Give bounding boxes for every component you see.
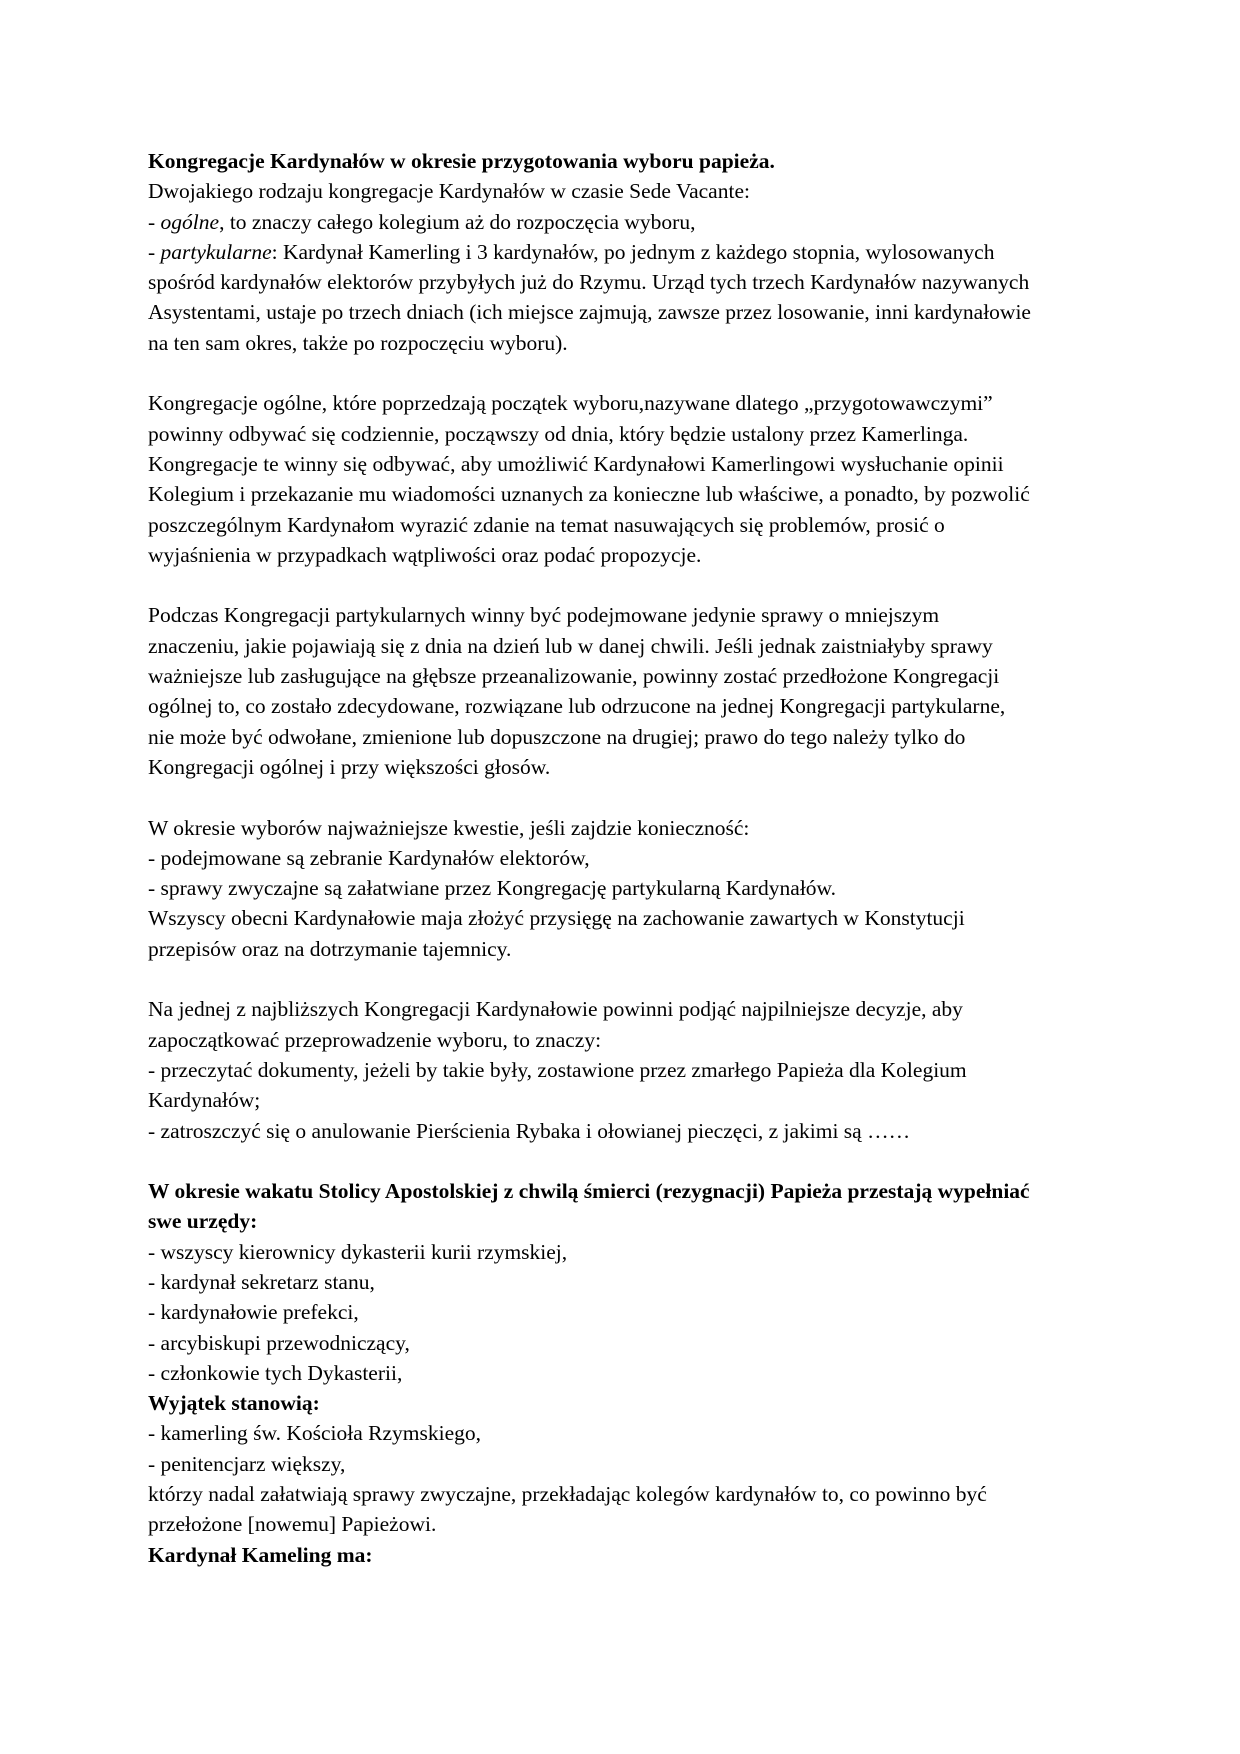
paragraph-line: Kongregacje te winny się odbywać, aby umożliwić Kardynałowi Kamerlingowi wysłuchanie opinii [148, 451, 1004, 476]
list-item [148, 207, 1098, 237]
section-heading: W okresie wakatu Stolicy Apostolskiej z chwilą śmierci (rezygnacji) Papieża przestają wypełniać [148, 1179, 1030, 1204]
document-title: Kongregacje Kardynałów w okresie przygotowania wyboru papieża. [148, 149, 775, 173]
paragraph-line: na ten sam okres, także po rozpoczęciu wyboru). [148, 330, 568, 355]
paragraph-line: spośród kardynałów elektorów przybyłych już do Rzymu. Urząd tych trzech Kardynałów nazywanych [148, 270, 1030, 295]
section-heading: Wyjątek stanowią: [148, 1391, 320, 1416]
paragraph-gap [148, 964, 1098, 994]
paragraph-line: Dwojakiego rodzaju kongregacje Kardynałów w czasie Sede Vacante: [148, 179, 750, 204]
paragraph-line: Na jednej z najbliższych Kongregacji Kardynałowie powinni podjąć najpilniejsze decyzje, aby [148, 997, 963, 1022]
list-item: Kardynałów; [148, 1088, 261, 1113]
list-item: - przeczytać dokumenty, jeżeli by takie były, zostawione przez zmarłego Papieża dla Kolegium [148, 1057, 967, 1082]
document-page [148, 146, 1098, 1570]
paragraph-line: Wszyscy obecni Kardynałowie maja złożyć przysięgę na zachowanie zawartych w Konstytucji [148, 906, 965, 931]
paragraph-line: poszczególnym Kardynałom wyrazić zdanie na temat nasuwających się problemów, prosić o [148, 512, 945, 537]
paragraph-line: Kongregacji ogólnej i przy większości głosów. [148, 754, 551, 779]
paragraph-line: którzy nadal załatwiają sprawy zwyczajne, przekładając kolegów kardynałów to, co powinno być [148, 1482, 987, 1507]
list-item [148, 237, 1098, 267]
paragraph-line: zapoczątkować przeprowadzenie wyboru, to znaczy: [148, 1027, 602, 1052]
list-item: - kardynał sekretarz stanu, [148, 1269, 375, 1294]
paragraph-line: przełożone [nowemu] Papieżowi. [148, 1512, 437, 1537]
list-item: - podejmowane są zebranie Kardynałów elektorów, [148, 845, 590, 870]
list-item-text: : Kardynał Kamerling i 3 kardynałów, po jednym z każdego stopnia, wylosowanych [271, 239, 995, 264]
paragraph-gap [148, 358, 1098, 388]
list-item: - kamerling św. Kościoła Rzymskiego, [148, 1421, 481, 1446]
italic-term: ogólne [160, 209, 220, 234]
paragraph-line: powinny odbywać się codziennie, począwszy od dnia, który będzie ustalony przez Kamerlinga. [148, 421, 969, 446]
list-item: - sprawy zwyczajne są załatwiane przez Kongregację partykularną Kardynałów. [148, 876, 837, 901]
list-item: - zatroszczyć się o anulowanie Pierścienia Rybaka i ołowianej pieczęci, z jakimi są …… [148, 1118, 911, 1143]
paragraph-line: Kongregacje ogólne, które poprzedzają początek wyboru,nazywane dlatego „przygotowawczymi” [148, 391, 993, 416]
section-heading: Kardynał Kameling ma: [148, 1542, 373, 1567]
paragraph-line: ważniejsze lub zasługujące na głębsze przeanalizowanie, powinny zostać przedłożone Kongregacji [148, 664, 1000, 689]
paragraph-gap [148, 782, 1098, 812]
paragraph-line: Asystentami, ustaje po trzech dniach (ich miejsce zajmują, zawsze przez losowanie, inni kardynałowie [148, 300, 1031, 325]
paragraph-line: nie może być odwołane, zmienione lub dopuszczone na drugiej; prawo do tego należy tylko do [148, 724, 966, 749]
dash: - [148, 209, 161, 234]
list-item: - arcybiskupi przewodniczący, [148, 1330, 410, 1355]
paragraph-line: Podczas Kongregacji partykularnych winny być podejmowane jedynie sprawy o mniejszym [148, 603, 940, 628]
paragraph-gap [148, 570, 1098, 600]
paragraph-line: W okresie wyborów najważniejsze kwestie, jeśli zajdzie konieczność: [148, 815, 750, 840]
list-item: - wszyscy kierownicy dykasterii kurii rzymskiej, [148, 1239, 568, 1264]
paragraph-line: ogólnej to, co zostało zdecydowane, rozwiązane lub odrzucone na jednej Kongregacji partykularne, [148, 694, 1006, 719]
list-item-text: , to znaczy całego kolegium aż do rozpoczęcia wyboru, [219, 209, 696, 234]
italic-term: partykularne [160, 239, 272, 264]
paragraph-line: znaczeniu, jakie pojawiają się z dnia na dzień lub w danej chwili. Jeśli jednak zaistniałyby sprawy [148, 633, 993, 658]
paragraph-line: Kolegium i przekazanie mu wiadomości uznanych za konieczne lub właściwe, a ponadto, by pozwolić [148, 482, 1030, 507]
dash: - [148, 239, 161, 264]
paragraph-line: przepisów oraz na dotrzymanie tajemnicy. [148, 936, 512, 961]
list-item: - kardynałowie prefekci, [148, 1300, 359, 1325]
paragraph-gap [148, 1146, 1098, 1176]
list-item: - członkowie tych Dykasterii, [148, 1360, 403, 1385]
list-item: - penitencjarz większy, [148, 1451, 346, 1476]
paragraph-line: wyjaśnienia w przypadkach wątpliwości oraz podać propozycje. [148, 542, 702, 567]
section-heading: swe urzędy: [148, 1209, 258, 1234]
